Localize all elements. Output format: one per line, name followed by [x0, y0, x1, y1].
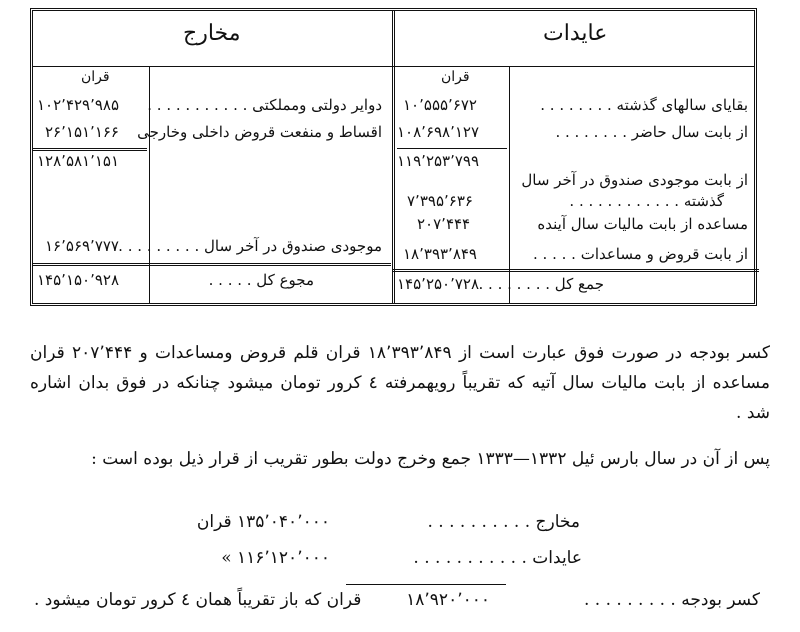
expense-value-loan-installments: ۲۶٬۱۵۱٬۱۶۶	[45, 123, 119, 141]
revenue-total-rule	[393, 269, 759, 272]
table-header-rule	[33, 66, 754, 67]
revenue-label-cash-end-year: از بابت موجودی صندوق در آخر سال	[521, 171, 748, 189]
expense-value-total: ۱۴۵٬۱۵۰٬۹۲۸	[37, 271, 120, 289]
summary-revenues-value: ۱۱۶٬۱۲۰٬۰۰۰ »	[221, 548, 330, 568]
revenue-label-tax-advance: مساعده از بابت مالیات سال آینده	[537, 215, 748, 233]
summary-deficit-value: ۱۸٬۹۲۰٬۰۰۰	[406, 590, 490, 610]
expense-label-government-offices: دوایر دولتی ومملکتی . . . . . . . . . . .	[147, 96, 382, 114]
summary-deficit-note: قران که باز تقریباً همان ٤ کرور تومان میشود .	[34, 590, 362, 610]
revenue-value-tax-advance: ۲۰۷٬۴۴۴	[417, 215, 471, 233]
summary-expenses-label: مخارج . . . . . . . . . .	[427, 512, 580, 532]
revenue-label-loans: از بابت قروض و مساعدات . . . . .	[533, 245, 748, 263]
revenue-value-previous-years: ۱۰٬۵۵۵٬۶۷۲	[403, 96, 477, 114]
expense-label-loan-installments: اقساط و منفعت قروض داخلی وخارجی	[137, 123, 382, 141]
revenue-label-total: جمع کل . . . . . . . .	[478, 275, 604, 293]
paragraph-deficit: کسر بودجه در صورت فوق عبارت است از ۱۸٬۳۹۳٬۸۴۹ قران قلم قروض ومساعدات و ۲۰۷٬۴۴۴ قران مساعده از بابت مالیات سال آتیه که تقریباً رویهمرفته ٤ کرور تومان میشود چنانکه در فوق بدان اشاره شد .	[30, 343, 771, 423]
revenue-value-cash-end-year: ۷٬۳۹۵٬۶۳۶	[407, 192, 473, 210]
summary-rule	[346, 584, 506, 585]
summary-deficit-label: کسر بودجه . . . . . . . . .	[583, 590, 760, 610]
revenue-value-total: ۱۴۵٬۲۵۰٬۷۲۸	[397, 275, 480, 293]
expense-label-total: مجوع کل . . . . .	[208, 271, 314, 289]
summary-revenues-label: عایدات . . . . . . . . . . .	[413, 548, 582, 568]
revenues-unit: قران	[441, 69, 470, 85]
revenue-label-current-year: از بابت سال حاضر . . . . . . . .	[555, 123, 748, 141]
revenue-value-loans: ۱۸٬۳۹۳٬۸۴۹	[403, 245, 477, 263]
revenue-label-previous-years: بقایای سالهای گذشته . . . . . . . .	[540, 96, 748, 114]
revenue-subtotal-rule	[397, 148, 507, 149]
revenue-value-current-year: ۱۰۸٬۶۹۸٬۱۲۷	[397, 123, 480, 141]
table-center-divider	[392, 11, 395, 303]
budget-table	[30, 8, 757, 306]
expense-value-cash-end-year: ۱۶٬۵۶۹٬۷۷۷	[45, 237, 119, 255]
expense-subtotal-value: ۱۲۸٬۵۸۱٬۱۵۱	[37, 152, 120, 170]
paragraph-year-1332: پس از آن در سال بارس ئیل ۱۳۳۲—۱۳۳۳ جمع وخرج دولت بطور تقریب از قرار ذیل بوده است :	[91, 449, 770, 469]
expense-label-cash-end-year: موجودی صندوق در آخر سال . . . . . . . . .	[118, 237, 382, 255]
expense-total-rule	[33, 263, 391, 266]
revenue-subtotal-value: ۱۱۹٬۲۵۳٬۷۹۹	[397, 152, 480, 170]
expense-value-government-offices: ۱۰۲٬۴۲۹٬۹۸۵	[37, 96, 120, 114]
revenues-header: عایدات	[543, 21, 608, 46]
expense-subtotal-rule	[33, 148, 147, 151]
expenses-header: مخارج	[183, 21, 241, 46]
summary-expenses-value: ۱۳۵٬۰۴۰٬۰۰۰ قران	[196, 512, 330, 532]
revenue-label-past: گذشته . . . . . . . . . . . .	[569, 192, 724, 210]
revenues-number-column-rule	[509, 66, 510, 303]
expenses-unit: قران	[81, 69, 110, 85]
